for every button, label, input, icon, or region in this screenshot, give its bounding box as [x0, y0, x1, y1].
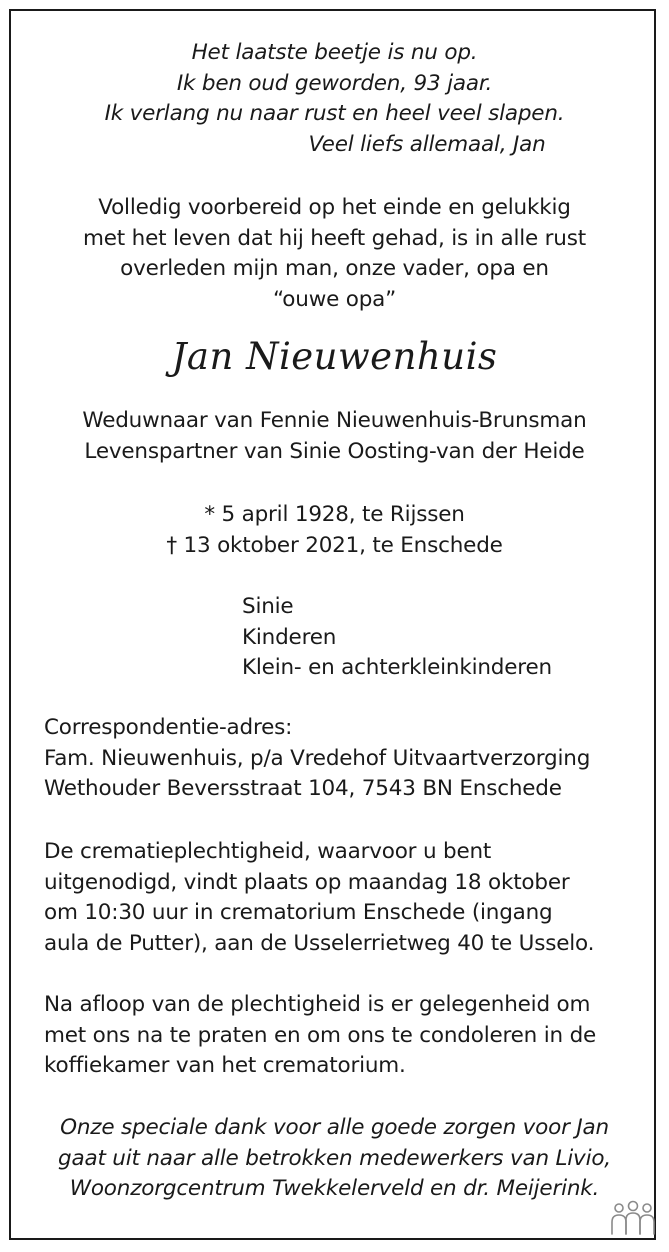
correspondence-line: Fam. Nieuwenhuis, p/a Vredehof Uitvaartverzorging: [44, 745, 591, 771]
signer-line: Kinderen: [242, 624, 337, 650]
poem-signature: Veel liefs allemaal, Jan: [308, 131, 546, 157]
poem-line: Ik ben oud geworden, 93 jaar.: [176, 70, 493, 96]
birth-date: * 5 april 1928, te Rijssen: [204, 502, 465, 527]
signer-line: Sinie: [242, 594, 294, 619]
ceremony-line: aula de Putter), aan de Usselerrietweg 40 te Usselo.: [44, 930, 595, 956]
ceremony-line: uitgenodigd, vindt plaats op maandag 18 oktober: [44, 869, 570, 895]
intro-line: “ouwe opa”: [272, 286, 397, 312]
poem-line: Ik verlang nu naar rust en heel veel slapen.: [104, 101, 565, 126]
poem: [30, 38, 639, 160]
correspondence-address: [44, 713, 590, 805]
relation-line: Levenspartner van Sinie Oosting-van der Heide: [84, 438, 585, 464]
thanks-line: Woonzorgcentrum Twekkelerveld en dr. Meijerink.: [69, 1176, 600, 1201]
signers: [242, 592, 552, 684]
family-group-icon: [609, 1200, 657, 1236]
afterwards-info: [44, 990, 596, 1082]
ceremony-line: om 10:30 uur in crematorium Enschede (ingang: [44, 900, 553, 925]
intro-line: overleden mijn man, onze vader, opa en: [120, 256, 549, 281]
thanks-line: gaat uit naar alle betrokken medewerkers van Livio,: [58, 1145, 611, 1171]
intro-line: Volledig voorbereid op het einde en gelukkig: [98, 195, 571, 220]
afterwards-line: koffiekamer van het crematorium.: [44, 1053, 406, 1078]
intro-text: [30, 193, 639, 315]
thanks-text: [30, 1113, 639, 1205]
relation-line: Weduwnaar van Fennie Nieuwenhuis-Brunsman: [82, 408, 587, 433]
death-date: † 13 oktober 2021, te Enschede: [166, 532, 503, 558]
correspondence-line: Correspondentie-adres:: [44, 715, 293, 740]
thanks-line: Onze speciale dank voor alle goede zorgen voor Jan: [60, 1115, 609, 1140]
afterwards-line: met ons na te praten en om ons te condoleren in de: [44, 1022, 597, 1048]
intro-line: met het leven dat hij heeft gehad, is in alle rust: [83, 225, 586, 251]
ceremony-info: [44, 837, 594, 959]
ceremony-line: De crematieplechtigheid, waarvoor u bent: [44, 839, 492, 864]
life-dates: [30, 500, 639, 561]
relations: [30, 406, 639, 467]
poem-line: Het laatste beetje is nu op.: [191, 40, 478, 65]
correspondence-line: Wethouder Beversstraat 104, 7543 BN Enschede: [44, 776, 562, 801]
signer-line: Klein- en achterkleinkinderen: [242, 655, 552, 680]
afterwards-line: Na afloop van de plechtigheid is er gelegenheid om: [44, 992, 591, 1017]
deceased-name: Jan Nieuwenhuis: [171, 335, 498, 378]
